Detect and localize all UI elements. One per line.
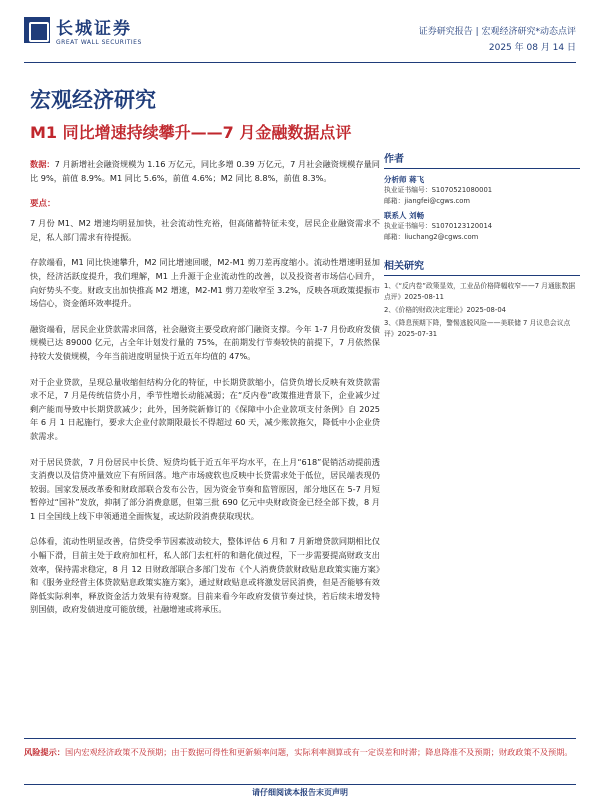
analyst-name: 蒋飞 — [409, 175, 425, 184]
data-label: 数据： — [30, 159, 55, 169]
company-logo — [24, 14, 142, 46]
logo-text — [56, 14, 142, 46]
paragraph: 总体看，流动性明显改善，信贷受季节因素波动较大，整体评估 6 月和 7 月新增贷款同期相比仅小幅下滑，目前主处于政府加杠杆，私人部门去杠杆的和谐化债过程，下一步需要提高财政支出效率，保持需求稳定，8 月 12 日财政部联合多部门发布《个人消费贷款财政贴息政策实施方案》和《服务业经营主体贷款贴息政策实施方案》，通过财政贴息或将激发居民消费，但是否能够有效降低实际利率，释放资金活力效果有待观察。目前来看今年政府发债节奏过快，若后续未增发特别国债，政府发债进度可能放缓，社融增速或将承压。 — [30, 536, 380, 615]
data-paragraph — [30, 158, 380, 185]
contact-email[interactable]: 邮箱：liuchang2@cgws.com — [384, 233, 479, 241]
main-body — [30, 158, 380, 629]
related-item[interactable]: 1、《“反内卷”政策显效，工业品价格降幅收窄——7 月通胀数据点评》2025-08-11 — [384, 282, 576, 301]
sidebar — [384, 150, 580, 342]
analyst-cert: 执业证书编号：S1070521080001 — [384, 186, 493, 194]
analyst-line — [384, 174, 580, 185]
related-heading: 相关研究 — [384, 257, 580, 276]
risk-label: 风险提示： — [24, 747, 65, 757]
report-title: M1 同比增速持续攀升——7 月金融数据点评 — [30, 123, 352, 142]
analyst-role: 分析师 — [384, 175, 407, 184]
logo-cn: 长城证券 — [56, 19, 132, 39]
contact-cert: 执业证书编号：S1070123120014 — [384, 222, 493, 230]
header-divider — [24, 62, 576, 63]
key-points-label: 要点： — [30, 199, 56, 210]
data-text: 7 月新增社会融资规模为 1.16 万亿元，同比多增 0.39 万亿元，7 月社会融资规模存量同比 9%，前值 8.9%。M1 同比 5.6%，前值 4.6%；M2 同比 8.8%，前值 8.3%。 — [30, 159, 380, 183]
sidebar-spacer — [384, 243, 580, 257]
header-info — [419, 24, 576, 56]
paragraph: 对于企业贷款，呈现总量收缩但结构分化的特征，中长期贷款缩小，信贷负增长反映有效贷款需求不足，7 月是传统信贷小月，季节性增长动能减弱；在“反内卷”政策推进背景下，企业减少过剩产能而导致中长期贷款减少；此外，国务院新修订的《保障中小企业款项支付条例》自 2025 年 6 月 1 日起施行，要求大企业付款期限最长不得超过 60 天，减少账款拖欠，降低中小企业贷款需求。 — [30, 376, 380, 441]
section-title: 宏观经济研究 — [30, 88, 156, 112]
paragraph: 7 月份 M1、M2 增速均明显加快，社会流动性充裕，但高储蓄特征未变，居民企业融资需求不足，私人部门需求有待提振。 — [30, 218, 380, 242]
risk-warning — [24, 738, 576, 759]
related-item[interactable]: 2、《价格的财政决定理论》2025-08-04 — [384, 306, 506, 314]
paragraph: 存款端看，M1 同比快速攀升，M2 同比增速回暖，M2-M1 剪刀差再度缩小。流动性增速明显加快，经济活跃度提升，我们理解，M1 上升源于企业流动性的改善，以及投资者市场信心回升，向好势头不变。财政支出加快推高 M2 增速，M2-M1 剪刀差收窄至 3.2%，反映各项政策提振市场信心，资金循环效率提升。 — [30, 257, 380, 309]
paragraph: 融资端看，居民企业贷款需求回落，社会融资主要受政府部门融资支撑。今年 1-7 月份政府发债规模已达 89000 亿元，占全年计划发行量的 75%，在前期发行节奏较快的前提下，7 月依然保持较大发债规模，今年当前进度明显快于近五年均值的 47%。 — [30, 323, 380, 361]
footer-divider — [24, 784, 576, 785]
contact-line — [384, 210, 580, 221]
report-date: 2025 年 08 月 14 日 — [488, 43, 576, 53]
related-item[interactable]: 3、《降息预期下降，警惕逃脱风险——美联储 7 月议息会议点评》2025-07-31 — [384, 319, 571, 338]
analyst-email[interactable]: 邮箱：jiangfei@cgws.com — [384, 197, 471, 205]
contact-role: 联系人 — [384, 211, 407, 220]
risk-text: 国内宏观经济政策不及预期；由于数据可得性和更新频率问题，实际利率测算或有一定误差和时滞；降息降准不及预期；财政政策不及预期。 — [64, 747, 573, 757]
authors-heading: 作者 — [384, 150, 580, 169]
contact-name: 刘畅 — [409, 211, 425, 220]
logo-en: GREAT WALL SECURITIES — [56, 39, 142, 46]
logo-icon — [24, 17, 50, 43]
footer — [0, 780, 600, 799]
paragraph: 对于居民贷款，7 月份居民中长贷、短贷均低于近五年平均水平，在上月“618”促销活动提前透支消费以及信贷冲量效应下有所回落。地产市场疲软也反映中长贷需求处于低位，居民端表现仍较弱。国家发展改革委和财政部联合发布公告，因为资金节奏和监管原因，部分地区在 5-7 月短暂停过“国补”发放，抑制了部分消费意愿，但第三批 690 亿元中央财政资金已经全部下拨，8 月 1 日全国线上线下申领通道全面恢复，或达阶段消费获取现状。 — [30, 456, 380, 521]
footer-disclaimer: 请仔细阅读本报告末页声明 — [244, 787, 356, 798]
report-category: 证券研究报告 | 宏观经济研究*动态点评 — [418, 27, 576, 37]
